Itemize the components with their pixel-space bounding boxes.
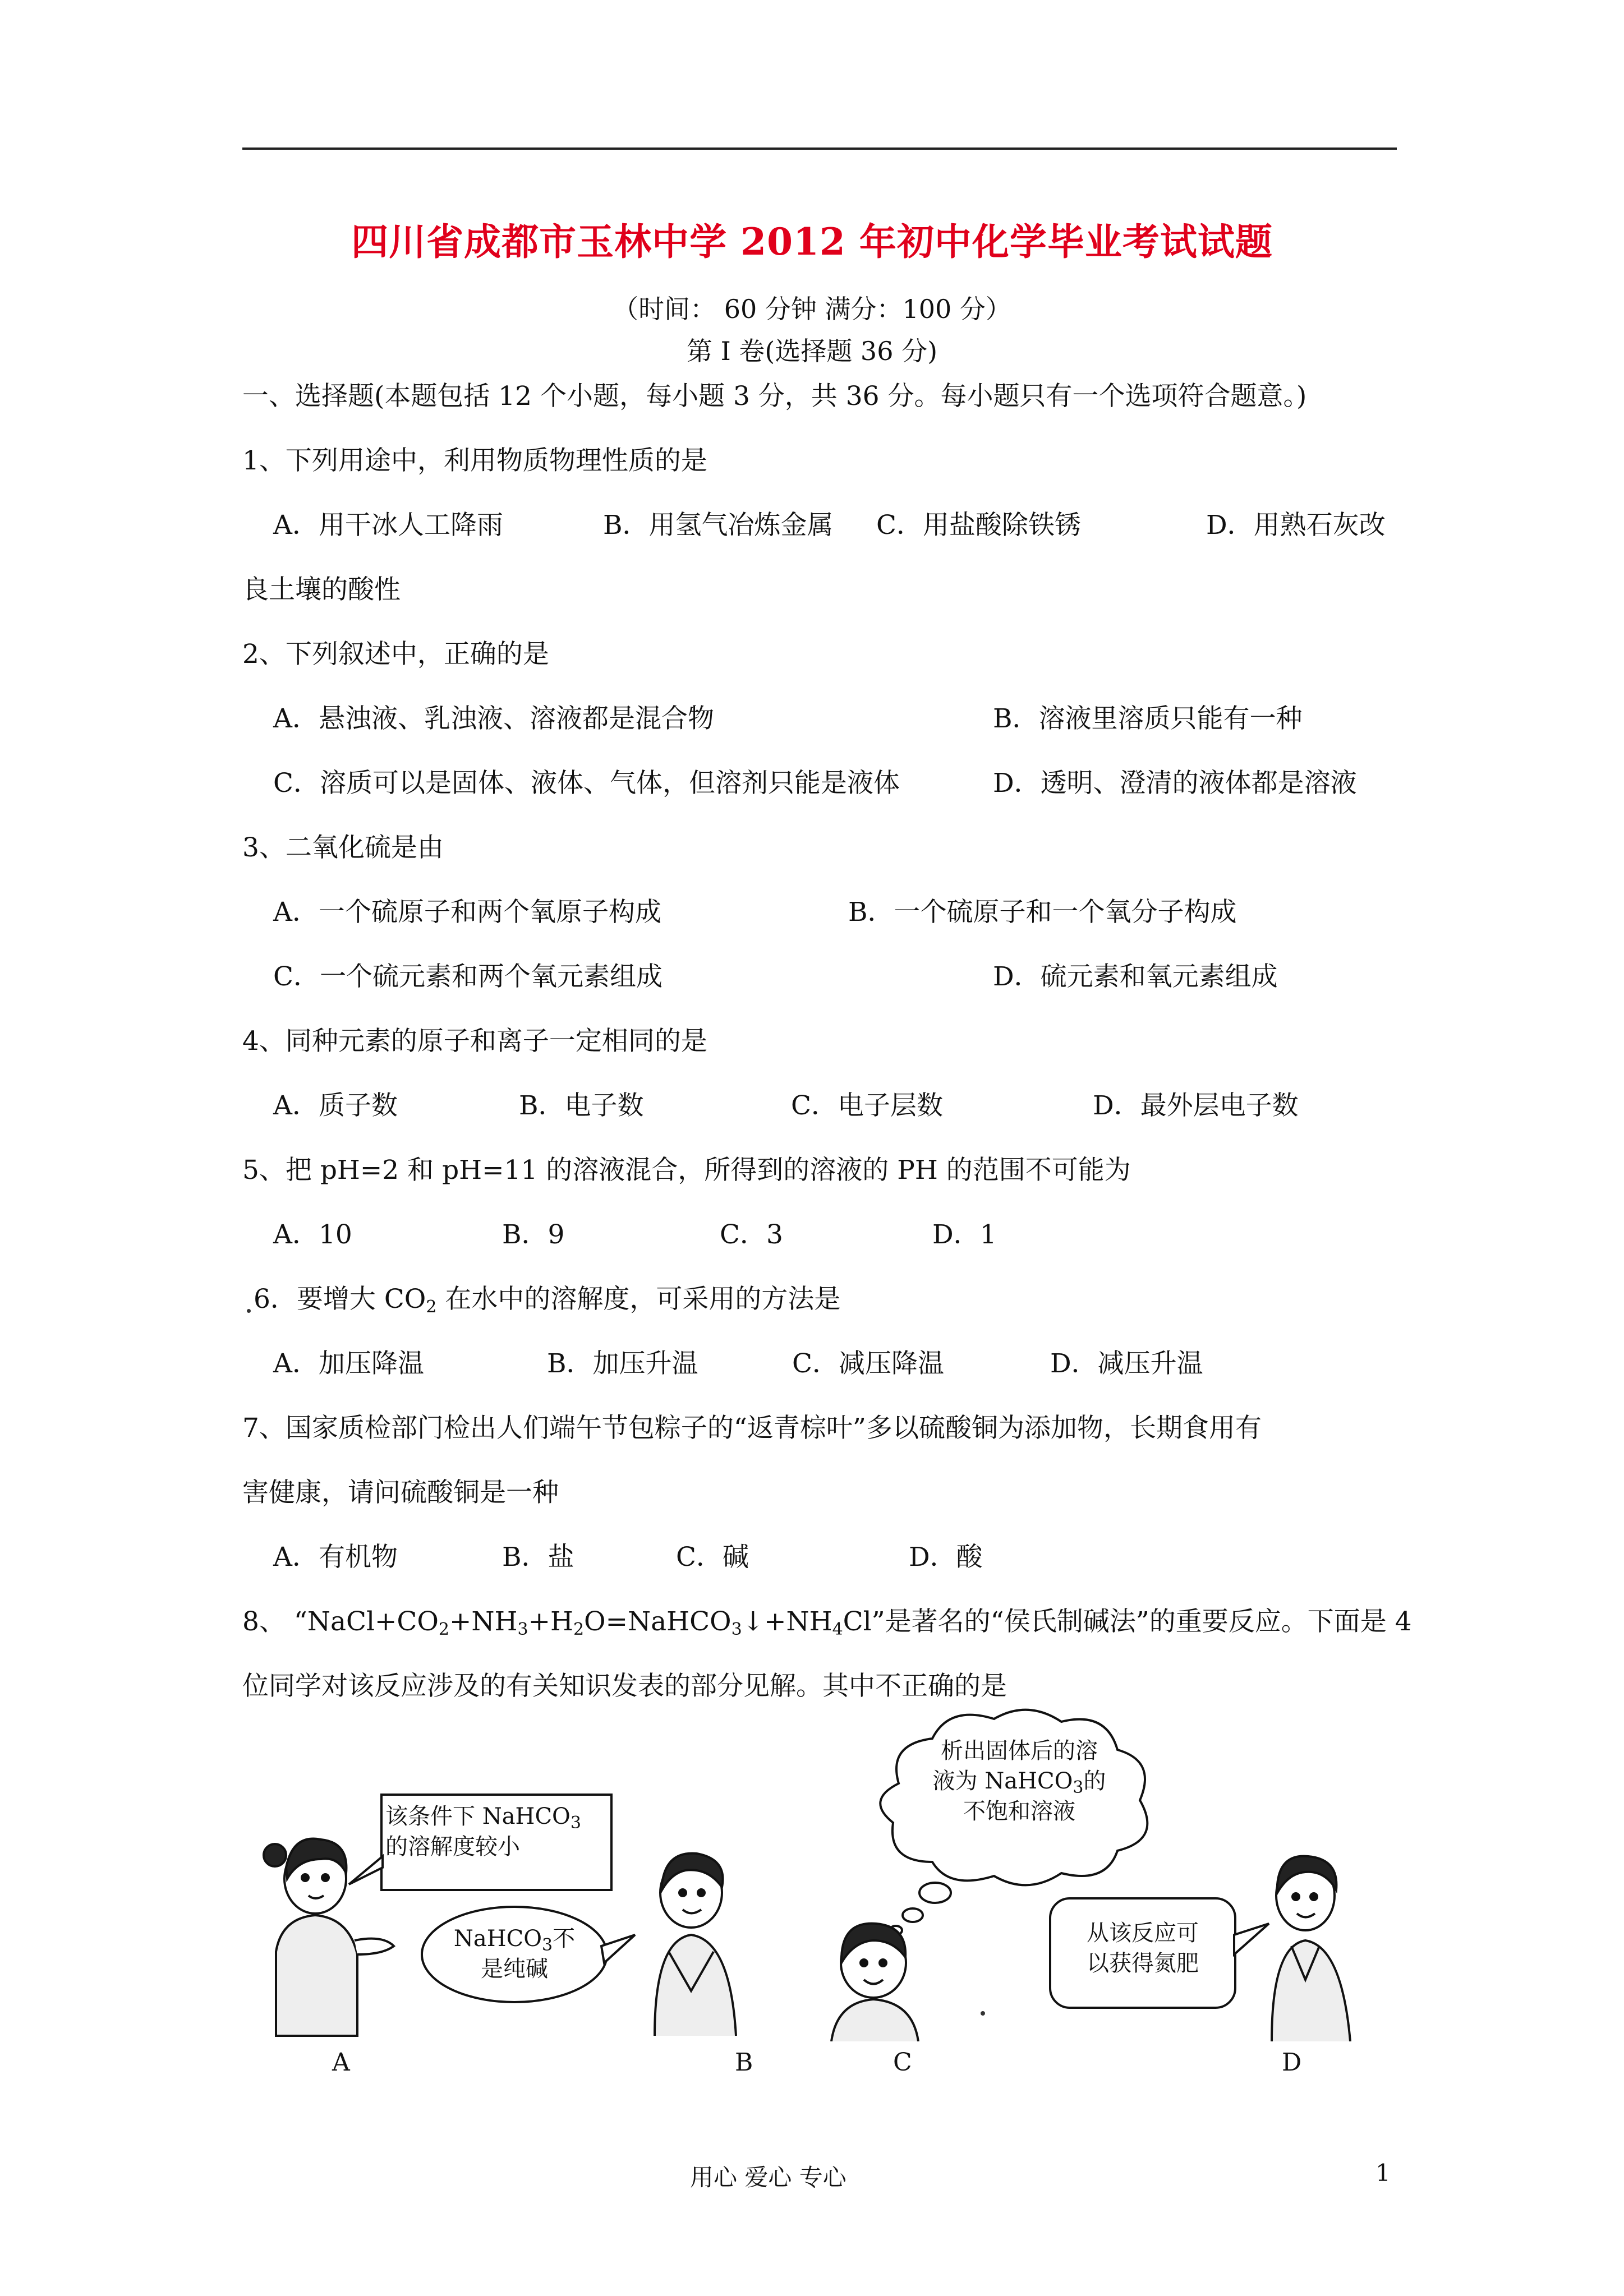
question-6-option-a: A．加压降温 (273, 1348, 424, 1379)
exam-title: 四川省成都市玉林中学 2012 年初中化学毕业考试试题 (351, 220, 1273, 264)
question-7-option-a: A．有机物 (273, 1542, 398, 1573)
question-8-continuation: 位同学对该反应涉及的有关知识发表的部分见解。其中不正确的是 (242, 1671, 1007, 1702)
figure-label-b: B (735, 2048, 753, 2077)
question-4-option-c: C．电子层数 (791, 1090, 943, 1121)
footer-motto: 用心 爱心 专心 (690, 2164, 846, 2191)
speech-text-a: 该条件下 NaHCO$_3$ 的溶解度较小 (385, 1804, 581, 1860)
figure-label-a: A (332, 2048, 350, 2077)
question-2-option-d: D．透明、澄清的液体都是溶液 (993, 768, 1357, 799)
question-2-option-a: A．悬浊液、乳浊液、溶液都是混合物 (273, 703, 714, 734)
person-b-figure (655, 1854, 736, 2036)
question-3-option-b: B．一个硫原子和一个氧分子构成 (848, 897, 1237, 928)
speech-text-b: NaHCO$_3$不 是纯碱 (453, 1926, 576, 1982)
margin-dot (247, 1309, 251, 1313)
cartoon-drawing (242, 1699, 1398, 2041)
question-6-option-c: C．减压降温 (792, 1348, 944, 1379)
question-2-stem: 2、下列叙述中，正确的是 (242, 639, 549, 670)
thought-text-c: 析出固体后的溶 液为 NaHCO$_3$的 不饱和溶液 (932, 1738, 1106, 1824)
question-6-stem: 6．要增大 $CO_2$ 在水中的溶解度，可采用的方法是 (254, 1284, 841, 1317)
question-4-option-d: D．最外层电子数 (1093, 1090, 1299, 1121)
person-c-figure (831, 1924, 918, 2041)
question-4-stem: 4、同种元素的原子和离子一定相同的是 (242, 1026, 707, 1057)
question-7-option-d: D．酸 (909, 1542, 983, 1573)
exam-time-score: （时间： 60 分钟 满分：100 分） (613, 294, 1011, 324)
question-3-option-d: D．硫元素和氧元素组成 (993, 961, 1278, 992)
question-7-continuation: 害健康，请问硫酸铜是一种 (242, 1477, 559, 1508)
question-1-option-a: A．用干冰人工降雨 (273, 510, 503, 541)
question-8-stem: 8、 “$NaCl+CO_2+NH_3+H_2O=NaHCO_3↓+NH_4Cl$”是著名的“侯氏制碱法”的重要反应。下面是 4 (242, 1606, 1412, 1639)
page-number: 1 (1375, 2159, 1391, 2187)
figure-label-d: D (1282, 2048, 1302, 2077)
question-1-option-b: B．用氢气冶炼金属 (603, 510, 834, 541)
person-d-figure (1272, 1856, 1350, 2041)
question-2-option-c: C．溶质可以是固体、液体、气体，但溶剂只能是液体 (273, 768, 900, 799)
question-7-option-c: C．碱 (676, 1542, 749, 1573)
question-1-option-d: D．用熟石灰改 (1206, 510, 1386, 541)
question-1-continuation: 良土壤的酸性 (242, 574, 401, 605)
question-5-option-b: B．9 (502, 1219, 565, 1250)
figure-label-c: C (893, 2048, 912, 2077)
question-2-option-b: B．溶液里溶质只能有一种 (993, 703, 1303, 734)
question-5-option-d: D．1 (932, 1219, 997, 1250)
speech-text-d: 从该反应可 以获得氮肥 (1087, 1920, 1199, 1976)
question-3-stem: 3、二氧化硫是由 (242, 832, 444, 863)
question-4-option-a: A．质子数 (273, 1090, 398, 1121)
question-6-option-d: D．减压升温 (1050, 1348, 1203, 1379)
question-5-option-c: C．3 (720, 1219, 783, 1250)
question-7-option-b: B．盐 (502, 1542, 574, 1573)
volume-heading: 第 I 卷(选择题 36 分) (686, 336, 938, 366)
question-3-option-c: C．一个硫元素和两个氧元素组成 (273, 961, 663, 992)
question-6-option-b: B．加压升温 (547, 1348, 698, 1379)
question-5-stem: 5、把 pH=2 和 pH=11 的溶液混合，所得到的溶液的 PH 的范围不可能为 (242, 1155, 1131, 1186)
question-3-option-a: A．一个硫原子和两个氧原子构成 (273, 897, 661, 928)
section-heading: 一、选择题(本题包括 12 个小题，每小题 3 分，共 36 分。每小题只有一个选项符合题意。) (242, 381, 1307, 412)
question-5-option-a: A．10 (273, 1219, 352, 1250)
question-8-cartoon-figure (242, 1699, 1398, 2041)
question-1-stem: 1、下列用途中，利用物质物理性质的是 (242, 445, 707, 476)
question-1-option-c: C．用盐酸除铁锈 (876, 510, 1081, 541)
question-4-option-b: B．电子数 (519, 1090, 644, 1121)
question-7-stem: 7、国家质检部门检出人们端午节包粽子的“返青棕叶”多以硫酸铜为添加物，长期食用有 (242, 1413, 1262, 1444)
header-rule (242, 147, 1397, 150)
